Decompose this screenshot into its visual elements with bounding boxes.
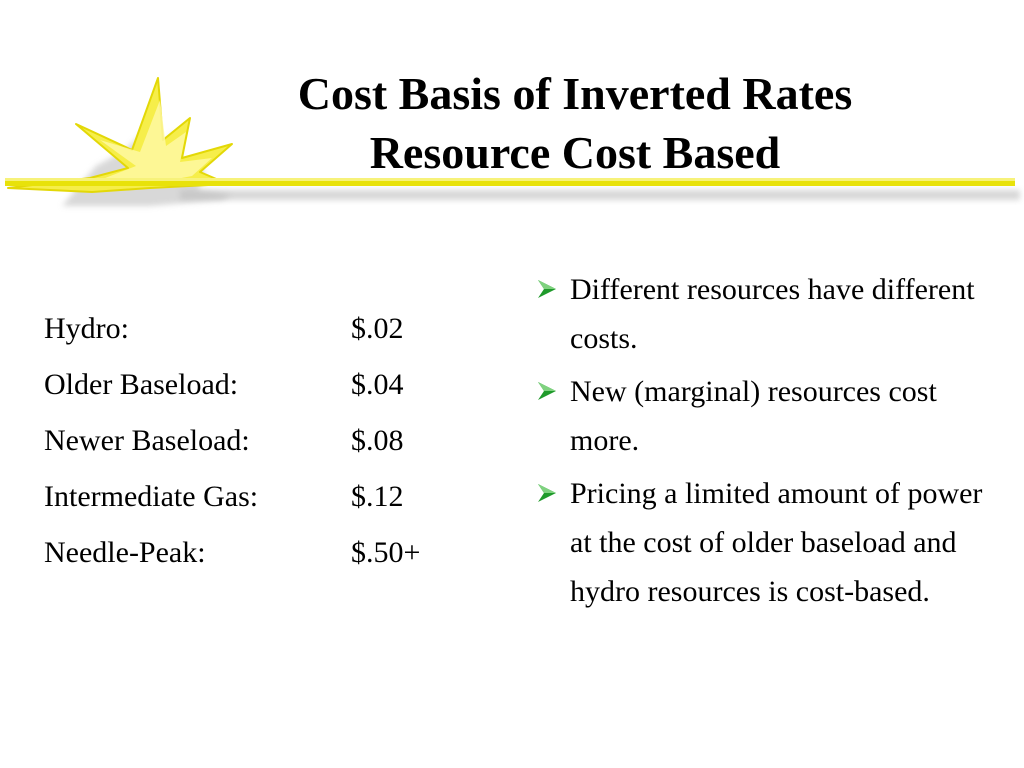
- table-row: [44, 413, 420, 469]
- resource-price: $.08: [351, 424, 404, 457]
- title-underline-shadow: [180, 190, 1020, 200]
- resource-name: Intermediate Gas:: [44, 480, 259, 513]
- resource-price: $.50+: [351, 536, 421, 569]
- bullet-list: [533, 265, 1003, 620]
- resource-name: Newer Baseload:: [44, 424, 250, 457]
- table-row: [44, 357, 420, 413]
- resource-cost-table: [44, 301, 420, 581]
- arrow-bullet-icon: [535, 481, 559, 505]
- table-row: [44, 525, 420, 581]
- list-item: [533, 469, 1003, 616]
- resource-name: Needle-Peak:: [44, 536, 206, 569]
- slide-title: [195, 64, 955, 182]
- resource-price: $.04: [351, 368, 404, 401]
- list-item: [533, 367, 1003, 465]
- table-row: [44, 469, 420, 525]
- resource-price: $.02: [351, 312, 404, 345]
- resource-name: Older Baseload:: [44, 368, 239, 401]
- resource-name: Hydro:: [44, 312, 129, 345]
- bullet-text: Pricing a limited amount of power at the cost of older baseload and hydro resources is cost-based.: [570, 477, 983, 608]
- arrow-bullet-icon: [535, 379, 559, 403]
- title-line-2: Resource Cost Based: [369, 127, 781, 178]
- title-line-1: Cost Basis of Inverted Rates: [297, 68, 853, 119]
- arrow-bullet-icon: [535, 277, 559, 301]
- bullet-text: New (marginal) resources cost more.: [570, 375, 937, 457]
- resource-price: $.12: [351, 480, 404, 513]
- list-item: [533, 265, 1003, 363]
- bullet-text: Different resources have different costs.: [570, 273, 975, 355]
- table-row: [44, 301, 420, 357]
